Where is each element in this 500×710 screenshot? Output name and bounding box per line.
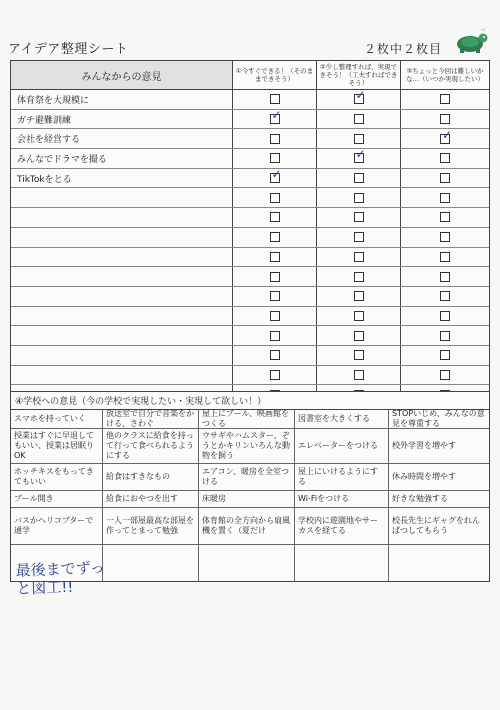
school-opinion-cell: 図書室を大きくする bbox=[295, 410, 389, 429]
check-mark-icon: ✓ bbox=[271, 108, 282, 123]
checkbox[interactable] bbox=[440, 370, 450, 380]
idea-row bbox=[11, 287, 489, 307]
checkbox-cell bbox=[401, 366, 489, 385]
checkbox[interactable] bbox=[270, 193, 280, 203]
school-opinion-cell: スマホを持っていく bbox=[11, 410, 103, 429]
checkbox[interactable] bbox=[440, 193, 450, 203]
checkbox-cell bbox=[233, 346, 317, 365]
school-opinion-table bbox=[10, 391, 490, 582]
idea-row bbox=[11, 248, 489, 268]
checkbox[interactable] bbox=[354, 212, 364, 222]
checkbox-cell bbox=[317, 326, 401, 345]
idea-row bbox=[11, 149, 489, 169]
school-opinion-cell: エアコン、暖房を全室つける bbox=[199, 464, 295, 491]
idea-text bbox=[11, 326, 233, 345]
checkbox[interactable] bbox=[270, 167, 282, 183]
page-count: ２枚中２枚目 bbox=[363, 42, 442, 56]
school-opinion-cell: 体育館の全方向から扇風機を置く（夏だけ bbox=[199, 508, 295, 545]
idea-text: 体育祭を大規模に bbox=[11, 90, 233, 109]
checkbox-cell bbox=[317, 366, 401, 385]
handwritten-note: 最後までずっと図工!! bbox=[15, 558, 106, 598]
checkbox-cell bbox=[233, 287, 317, 306]
column-header-now: ①今すぐできる！（そのままできそう） bbox=[233, 61, 317, 89]
checkbox-cell bbox=[401, 287, 489, 306]
checkbox-cell bbox=[317, 110, 401, 129]
checkbox[interactable] bbox=[440, 114, 450, 124]
checkbox-cell bbox=[233, 366, 317, 385]
idea-row bbox=[11, 129, 489, 149]
checkbox-cell bbox=[317, 169, 401, 188]
idea-text bbox=[11, 248, 233, 267]
checkbox-cell bbox=[233, 149, 317, 168]
checkbox-cell bbox=[317, 346, 401, 365]
checkbox-cell bbox=[317, 248, 401, 267]
checkbox-cell bbox=[233, 208, 317, 227]
checkbox[interactable] bbox=[354, 252, 364, 262]
school-opinion-cell: プール開き bbox=[11, 491, 103, 508]
checkbox[interactable] bbox=[440, 311, 450, 321]
check-mark-icon: ✓ bbox=[442, 127, 453, 142]
idea-text bbox=[11, 267, 233, 286]
checkbox-cell bbox=[401, 346, 489, 365]
checkbox[interactable] bbox=[354, 147, 366, 163]
checkbox-cell bbox=[233, 129, 317, 148]
school-opinion-grid bbox=[11, 410, 489, 581]
checkbox-cell bbox=[317, 129, 401, 148]
idea-row bbox=[11, 366, 489, 386]
idea-text bbox=[11, 208, 233, 227]
checkbox[interactable] bbox=[270, 134, 280, 144]
idea-row bbox=[11, 208, 489, 228]
checkbox[interactable] bbox=[354, 173, 364, 183]
checkbox[interactable] bbox=[440, 173, 450, 183]
idea-row bbox=[11, 346, 489, 366]
checkbox[interactable] bbox=[270, 94, 280, 104]
checkbox[interactable] bbox=[270, 370, 280, 380]
school-opinion-cell: STOPいじめ、みんなの意見を尊重する bbox=[389, 410, 489, 429]
column-header-later: ③ちょっと今回は難しいかな…（いつか実現したい） bbox=[406, 67, 484, 83]
school-opinion-cell: 一人一部屋最高な部屋を作ってとまって勉強 bbox=[103, 508, 199, 545]
idea-row bbox=[11, 169, 489, 189]
checkbox[interactable] bbox=[354, 370, 364, 380]
checkbox-cell bbox=[317, 267, 401, 286]
checkbox[interactable] bbox=[270, 291, 280, 301]
check-mark-icon: ✓ bbox=[271, 167, 282, 182]
idea-text: 会社を経営する bbox=[11, 129, 233, 148]
checkbox[interactable] bbox=[354, 193, 364, 203]
checkbox-cell bbox=[317, 149, 401, 168]
checkbox[interactable] bbox=[354, 311, 364, 321]
school-opinion-cell: 給食におやつを出す bbox=[103, 491, 199, 508]
idea-text: TikTokをとる bbox=[11, 169, 233, 188]
checkbox-cell bbox=[317, 208, 401, 227]
sheet-header bbox=[8, 36, 492, 58]
idea-text: みんなでドラマを撮る bbox=[11, 149, 233, 168]
checkbox[interactable] bbox=[354, 134, 364, 144]
checkbox-cell bbox=[317, 287, 401, 306]
idea-text bbox=[11, 307, 233, 326]
school-opinion-cell bbox=[389, 545, 489, 581]
checkbox-cell bbox=[233, 228, 317, 247]
checkbox[interactable] bbox=[270, 331, 280, 341]
checkbox[interactable] bbox=[440, 232, 450, 242]
checkbox[interactable] bbox=[354, 350, 364, 360]
checkbox[interactable] bbox=[440, 127, 453, 144]
idea-text bbox=[11, 287, 233, 306]
checkbox[interactable] bbox=[354, 291, 364, 301]
checkbox[interactable] bbox=[440, 212, 450, 222]
checkbox-cell bbox=[401, 248, 489, 267]
school-opinion-cell: ホッチキスをもってきてもいい bbox=[11, 464, 103, 491]
opinion-column-header: みんなからの意見 bbox=[11, 61, 233, 89]
school-opinion-cell: 屋上にいけるようにする bbox=[295, 464, 389, 491]
checkbox-cell bbox=[233, 169, 317, 188]
checkbox-cell bbox=[317, 90, 401, 109]
checkbox[interactable] bbox=[354, 232, 364, 242]
checkbox-cell bbox=[401, 169, 489, 188]
idea-row bbox=[11, 307, 489, 327]
checkbox-cell bbox=[233, 90, 317, 109]
checkbox[interactable] bbox=[354, 88, 366, 104]
checkbox-cell bbox=[401, 228, 489, 247]
checkbox[interactable] bbox=[270, 153, 280, 163]
idea-text bbox=[11, 188, 233, 207]
checkbox-cell bbox=[401, 90, 489, 109]
checkbox-cell bbox=[401, 110, 489, 129]
checkbox[interactable] bbox=[354, 331, 364, 341]
idea-row bbox=[11, 267, 489, 287]
school-opinion-cell: 好きな勉強する bbox=[389, 491, 489, 508]
school-opinion-cell: バスかヘリコプターで通学 bbox=[11, 508, 103, 545]
checkbox-cell bbox=[233, 110, 317, 129]
school-opinion-cell: 給食はすきなもの bbox=[103, 464, 199, 491]
page-title: アイデア整理シート bbox=[8, 42, 129, 57]
idea-table-header bbox=[11, 61, 489, 90]
school-opinion-cell: 屋上にプール、映画館をつくる bbox=[199, 410, 295, 429]
checkbox[interactable] bbox=[354, 114, 364, 124]
checkbox[interactable] bbox=[270, 232, 280, 242]
school-opinion-cell bbox=[103, 545, 199, 581]
school-opinion-cell: 校長先生にギャグをれんぱつしてもらう bbox=[389, 508, 489, 545]
idea-row bbox=[11, 188, 489, 208]
school-opinion-cell: 授業はすぐに早退してもいい、授業は居眠りOK bbox=[11, 429, 103, 464]
checkbox[interactable] bbox=[270, 212, 280, 222]
school-opinion-cell: 放送室で自分で音楽をかける、さわぐ bbox=[103, 410, 199, 429]
checkbox[interactable] bbox=[270, 252, 280, 262]
school-opinion-cell: ウサギやハムスター、ぞうとかキリンいろんな動物を飼う bbox=[199, 429, 295, 464]
school-opinion-cell: 学校内に遊園地やサーカスを経てる bbox=[295, 508, 389, 545]
checkbox-cell bbox=[233, 307, 317, 326]
school-opinion-cell: 他のクラスに給食を持って行って食べられるようにする bbox=[103, 429, 199, 464]
school-opinion-cell: 校外学習を増やす bbox=[389, 429, 489, 464]
checkbox[interactable] bbox=[440, 350, 450, 360]
checkbox-cell bbox=[233, 267, 317, 286]
idea-row bbox=[11, 110, 489, 130]
column-header-soon: ②少し整理すれば、実現できそう！（工夫すればできそう） bbox=[317, 61, 401, 89]
check-mark-icon: ✓ bbox=[355, 147, 366, 162]
school-opinion-cell bbox=[199, 545, 295, 581]
school-opinion-cell: Wi-Fiをつける bbox=[295, 491, 389, 508]
checkbox[interactable] bbox=[440, 153, 450, 163]
checkbox-cell bbox=[233, 188, 317, 207]
checkbox-cell bbox=[401, 208, 489, 227]
idea-row bbox=[11, 228, 489, 248]
checkbox[interactable] bbox=[354, 272, 364, 282]
turtle-mascot-icon bbox=[450, 24, 490, 54]
checkbox[interactable] bbox=[440, 291, 450, 301]
checkbox-cell bbox=[317, 307, 401, 326]
checkbox-cell bbox=[317, 228, 401, 247]
school-opinion-cell: 休み時間を増やす bbox=[389, 464, 489, 491]
school-opinion-cell: 床暖房 bbox=[199, 491, 295, 508]
checkbox[interactable] bbox=[270, 272, 280, 282]
idea-table bbox=[10, 60, 490, 405]
idea-text bbox=[11, 346, 233, 365]
idea-text bbox=[11, 228, 233, 247]
school-opinion-title: ④学校への意見（今の学校で実現したい・実現して欲しい！） bbox=[11, 392, 489, 410]
idea-row bbox=[11, 90, 489, 110]
checkbox-cell bbox=[401, 188, 489, 207]
school-opinion-cell bbox=[295, 545, 389, 581]
checkbox-cell bbox=[401, 307, 489, 326]
checkbox-cell bbox=[401, 326, 489, 345]
checkbox[interactable] bbox=[440, 272, 450, 282]
idea-text bbox=[11, 366, 233, 385]
check-mark-icon: ✓ bbox=[355, 88, 366, 103]
checkbox[interactable] bbox=[440, 331, 450, 341]
idea-rows bbox=[11, 90, 489, 404]
checkbox-cell bbox=[317, 188, 401, 207]
checkbox[interactable] bbox=[440, 252, 450, 262]
checkbox[interactable] bbox=[440, 94, 450, 104]
checkbox[interactable] bbox=[270, 108, 282, 124]
school-opinion-cell: エレベーターをつける bbox=[295, 429, 389, 464]
checkbox-cell bbox=[233, 326, 317, 345]
checkbox-cell bbox=[401, 267, 489, 286]
checkbox-cell bbox=[233, 248, 317, 267]
checkbox-cell bbox=[401, 129, 489, 148]
checkbox[interactable] bbox=[270, 311, 280, 321]
checkbox[interactable] bbox=[270, 350, 280, 360]
checkbox-cell bbox=[401, 149, 489, 168]
idea-row bbox=[11, 326, 489, 346]
idea-text: ガチ避難訓練 bbox=[11, 110, 233, 129]
